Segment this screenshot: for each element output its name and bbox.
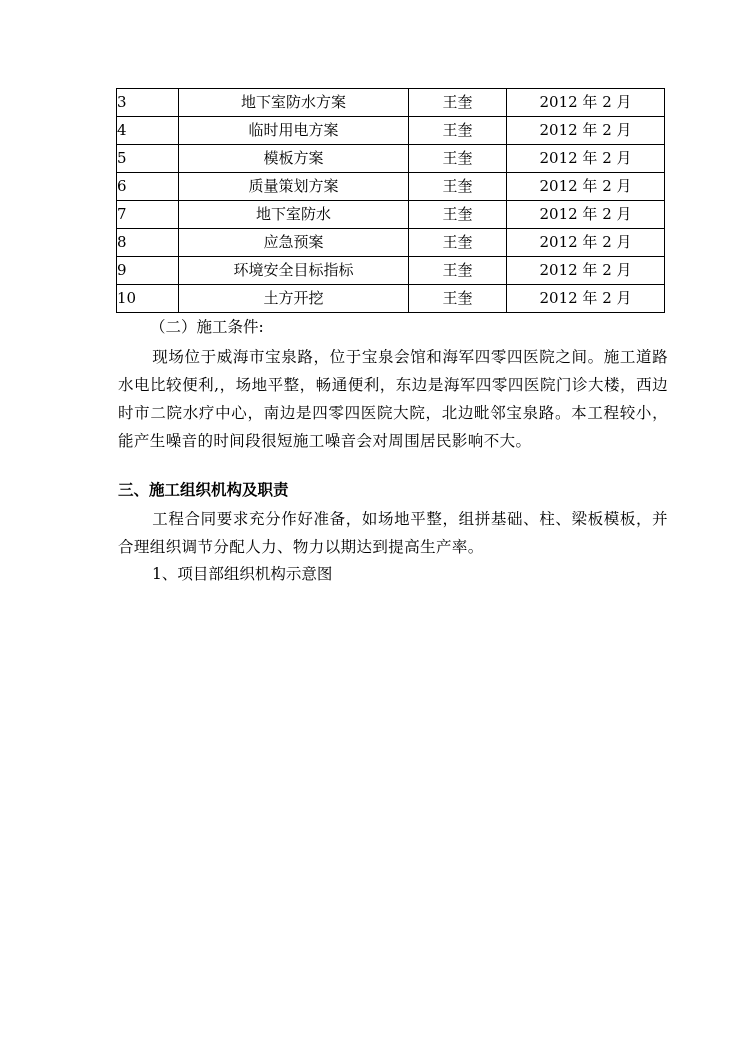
construction-conditions-subheading: （二）施工条件: (150, 318, 264, 336)
table-row (117, 173, 665, 201)
plan-date: 2012 年 2 月 (507, 201, 665, 229)
plan-name: 模板方案 (179, 145, 409, 173)
table-row (117, 89, 665, 117)
plan-name: 临时用电方案 (179, 117, 409, 145)
row-number: 6 (117, 173, 179, 201)
responsible-person: 王奎 (409, 89, 507, 117)
table-row (117, 229, 665, 257)
responsible-person: 王奎 (409, 173, 507, 201)
row-number: 5 (117, 145, 179, 173)
responsible-person: 王奎 (409, 117, 507, 145)
responsible-person: 王奎 (409, 285, 507, 313)
plan-name: 应急预案 (179, 229, 409, 257)
org-chart-item: 1、项目部组织机构示意图 (152, 565, 333, 583)
plan-date: 2012 年 2 月 (507, 117, 665, 145)
table-row (117, 257, 665, 285)
plan-date: 2012 年 2 月 (507, 285, 665, 313)
plan-date: 2012 年 2 月 (507, 173, 665, 201)
plan-table (116, 88, 665, 313)
row-number: 3 (117, 89, 179, 117)
row-number: 7 (117, 201, 179, 229)
table-row (117, 117, 665, 145)
plan-date: 2012 年 2 月 (507, 145, 665, 173)
site-conditions-paragraph (118, 343, 668, 455)
responsible-person: 王奎 (409, 201, 507, 229)
table-row (117, 285, 665, 313)
responsible-person: 王奎 (409, 145, 507, 173)
plan-name: 土方开挖 (179, 285, 409, 313)
plan-date: 2012 年 2 月 (507, 257, 665, 285)
plan-name: 环境安全目标指标 (179, 257, 409, 285)
responsible-person: 王奎 (409, 229, 507, 257)
row-number: 10 (117, 285, 179, 313)
plan-name: 地下室防水方案 (179, 89, 409, 117)
plan-name: 质量策划方案 (179, 173, 409, 201)
preparation-paragraph (118, 505, 668, 561)
table-row (117, 201, 665, 229)
responsible-person: 王奎 (409, 257, 507, 285)
plan-date: 2012 年 2 月 (507, 89, 665, 117)
site-conditions-text: 现场位于威海市宝泉路，位于宝泉会馆和海军四零四医院之间。施工道路水电比较便利,，场地平整，畅通便利，东边是海军四零四医院门诊大楼，西边时市二院水疗中心，南边是四零四医院大院，北边毗邻宝泉路。本工程较小，能产生噪音的时间段很短施工噪音会对周围居民影响不大。 (118, 348, 668, 450)
plan-date: 2012 年 2 月 (507, 229, 665, 257)
row-number: 8 (117, 229, 179, 257)
preparation-text: 工程合同要求充分作好准备，如场地平整，组拼基础、柱、梁板模板，并合理组织调节分配人力、物力以期达到提高生产率。 (118, 510, 668, 556)
table-row (117, 145, 665, 173)
plan-name: 地下室防水 (179, 201, 409, 229)
row-number: 4 (117, 117, 179, 145)
section-heading-organization: 三、施工组织机构及职责 (118, 481, 289, 499)
row-number: 9 (117, 257, 179, 285)
